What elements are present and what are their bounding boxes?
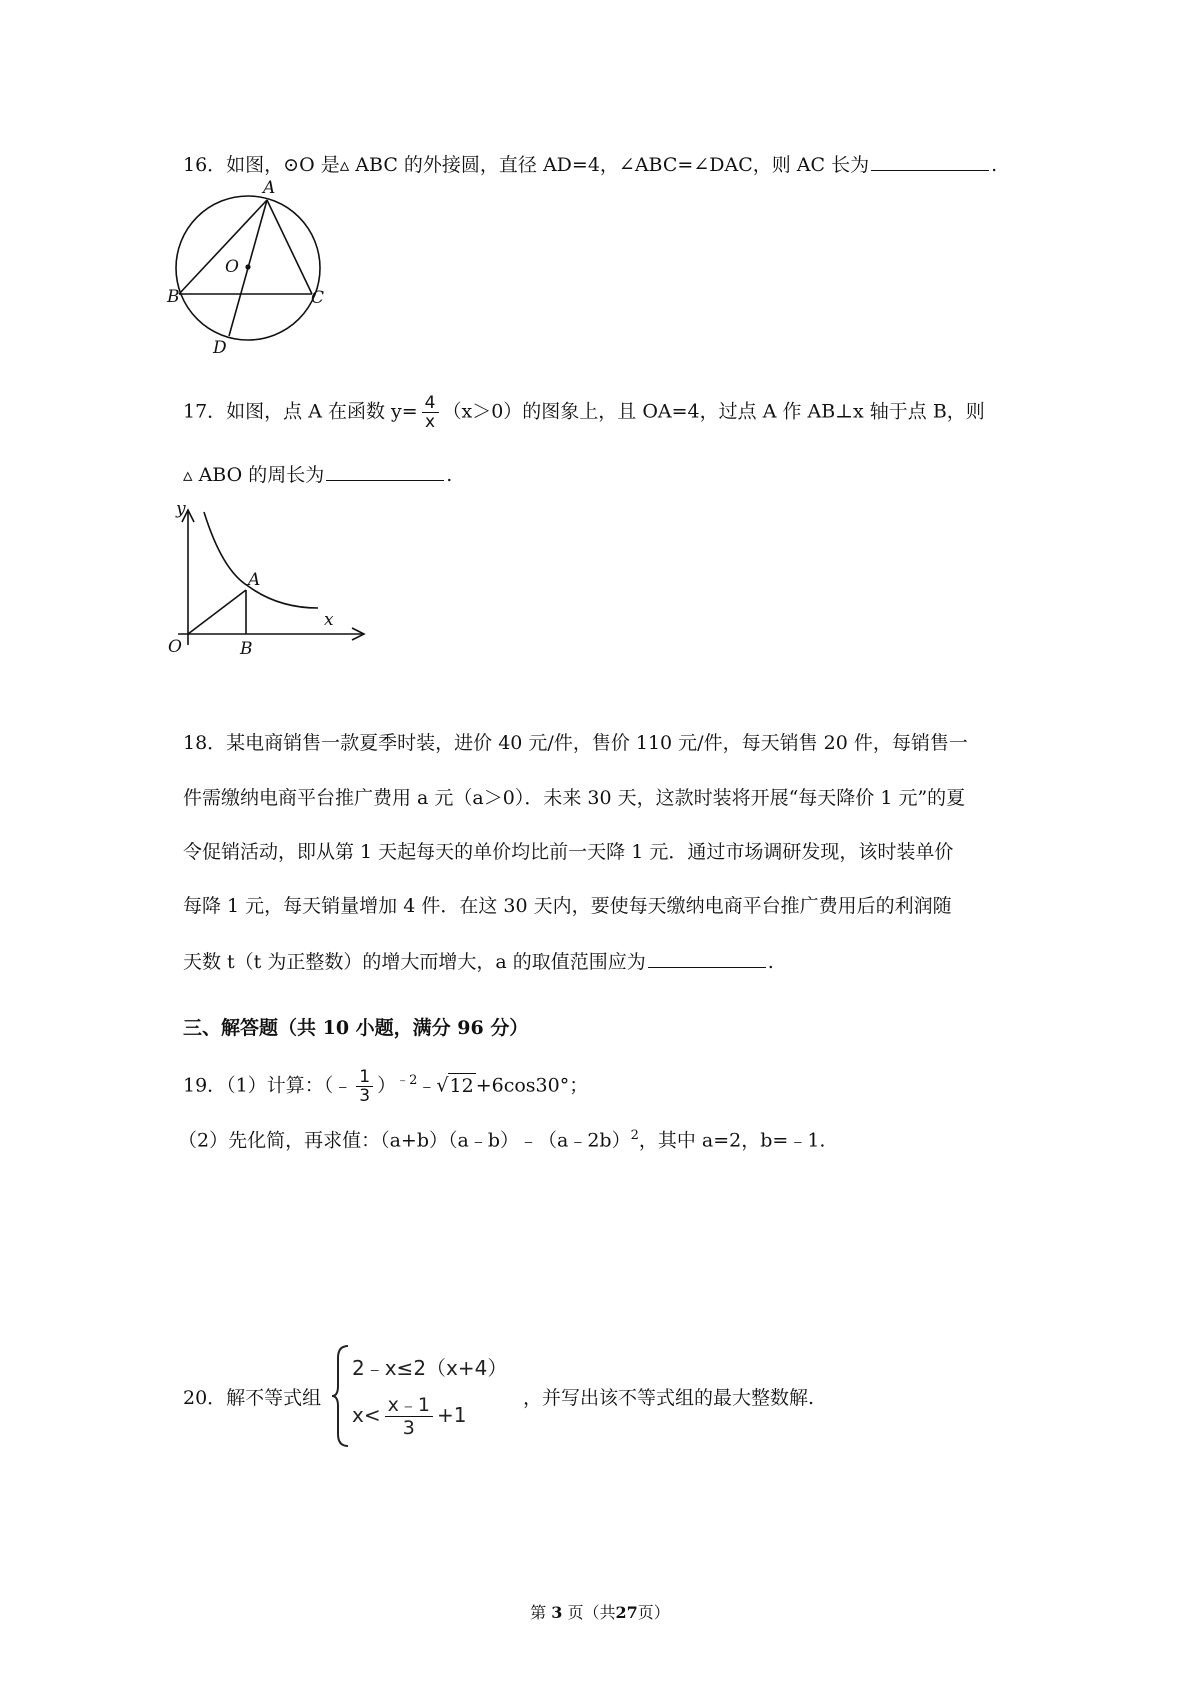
label-o: O	[168, 637, 182, 657]
footer-prefix: 第	[530, 1603, 547, 1622]
q18-line5-prefix: 天数 t（t 为正整数）的增大而增大，a 的取值范围应为	[183, 951, 646, 973]
q17-frac-den: x	[425, 412, 436, 432]
q19-part1-mid: ）	[377, 1074, 397, 1097]
q18-line3: 令促销活动，即从第 1 天起每天的单价均比前一天降 1 元．通过市场调研发现，该时装单价	[183, 841, 954, 863]
q17-frac-num: 4	[422, 394, 439, 413]
label-b: B	[240, 639, 253, 659]
q16-answer-blank	[871, 150, 989, 171]
q20-frac-den: 3	[402, 1417, 415, 1439]
q20-fraction	[385, 1394, 433, 1439]
q16-text	[183, 150, 997, 177]
q17-suffix: （x＞0）的图象上，且 OA=4，过点 A 作 AB⊥x 轴于点 B，则	[442, 400, 985, 423]
q20-brace	[330, 1344, 352, 1448]
q16-prefix: 16．如图，⊙O 是▵ ABC 的外接圆，直径 AD=4，∠ABC=∠DAC，则 AC 长为	[183, 154, 870, 176]
q17-text-line1	[183, 394, 985, 431]
q17-line2-prefix: ▵ ABO 的周长为	[183, 464, 325, 486]
q19-part1: 19．（1）计算：（﹣ $\frac{1}{3}$ ）$^{﹣2}$﹣√12 +6cos30°；	[183, 1067, 589, 1106]
q20-suffix: ，并写出该不等式组的最大整数解.	[523, 1387, 815, 1409]
label-a: A	[263, 178, 276, 198]
q18-line5	[183, 947, 774, 974]
segment-ac	[267, 200, 312, 294]
q20-prefix: 20．解不等式组	[183, 1387, 322, 1409]
footer-suffix: 页）	[637, 1603, 670, 1622]
q17-prefix: 17．如图，点 A 在函数 y=	[183, 400, 418, 423]
hyperbola-curve	[204, 512, 318, 608]
q16-suffix: .	[991, 154, 998, 176]
q18-line4: 每降 1 元，每天销量增加 4 件．在这 30 天内，要使每天缴纳电商平台推广费用后的利润随	[183, 895, 952, 917]
label-a: A	[248, 570, 261, 590]
q17-answer-blank	[326, 460, 444, 481]
q17-line2-suffix: .	[446, 464, 453, 486]
q19-part2-text: （2）先化简，再求值：（a+b）（a﹣b）﹣（a﹣2b）	[178, 1129, 631, 1152]
q18-line1: 18．某电商销售一款夏季时装，进价 40 元/件，售价 110 元/件，每天销售 20 件，每销售一	[183, 732, 968, 754]
label-c: C	[311, 288, 325, 308]
q19-frac-num: 1	[356, 1068, 373, 1087]
q19-part1-prefix: 19．（1）计算：（﹣	[183, 1074, 353, 1097]
q19-part2	[178, 1124, 825, 1152]
q19-part2-suffix: ，其中 a=2，b=﹣1.	[638, 1129, 826, 1152]
center-point	[245, 264, 250, 269]
q16-circle-figure	[165, 178, 350, 356]
footer-mid: 页（共	[567, 1603, 616, 1622]
q19-exponent: ﹣2	[396, 1073, 418, 1089]
label-d: D	[213, 338, 227, 358]
q18-answer-blank	[648, 947, 766, 968]
q19-fraction	[356, 1068, 373, 1105]
q17-fraction	[422, 394, 439, 431]
label-o: O	[225, 257, 239, 277]
label-b: B	[167, 287, 180, 307]
q19-part1-suffix: +6cos30°；	[475, 1074, 589, 1097]
footer-total-pages: 27	[615, 1603, 638, 1622]
q17-text-line2	[183, 460, 452, 487]
q19-frac-den: 3	[359, 1086, 371, 1106]
q18-line2: 件需缴纳电商平台推广费用 a 元（a＞0）．未来 30 天，这款时装将开展“每天降价 1 元”的夏	[183, 787, 966, 809]
label-x: x	[324, 610, 334, 630]
q19-part2-exponent: 2	[630, 1128, 639, 1143]
section-heading: 三、解答题（共 10 小题，满分 96 分）	[183, 1017, 529, 1039]
q18-line5-suffix: .	[767, 951, 774, 973]
segment-oa	[188, 590, 246, 634]
q20-ineq2-lhs: x<	[352, 1403, 381, 1427]
q20-ineq2-rhs: +1	[436, 1403, 467, 1427]
footer-page-number: 3	[551, 1603, 563, 1622]
page-footer	[0, 1600, 1200, 1623]
label-y: y	[176, 499, 186, 519]
q19-minus: ﹣	[417, 1074, 437, 1097]
q20-frac-num: x﹣1	[385, 1394, 433, 1417]
q19-sqrt-arg: 12	[449, 1074, 474, 1097]
q17-graph-figure	[168, 499, 378, 700]
q20-inequality-1: 2﹣x≤2（x+4）	[352, 1356, 508, 1380]
q20-inequality-2	[352, 1394, 466, 1439]
